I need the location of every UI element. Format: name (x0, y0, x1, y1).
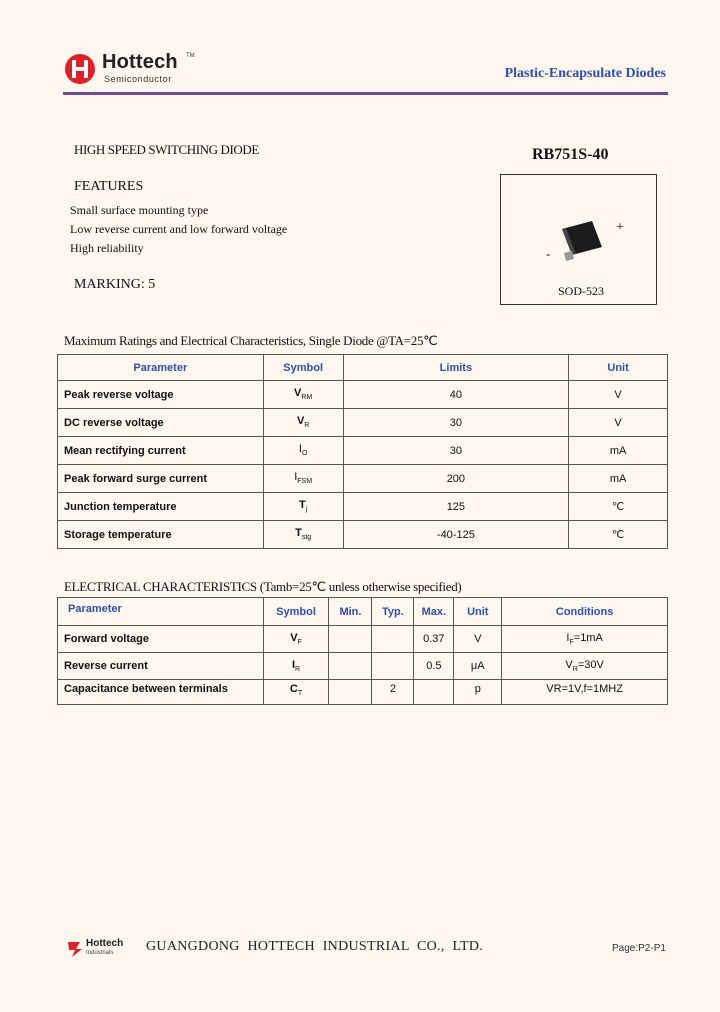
condition-cell: $V_R=30V$ (502, 653, 668, 680)
unit-cell: V (569, 409, 668, 437)
page-number: Page:P2-P1 (612, 943, 666, 954)
typ-cell: 2 (372, 680, 414, 705)
table-row (58, 381, 668, 409)
param-cell: Forward voltage (58, 626, 264, 653)
param-cell: Capacitance between terminals (58, 680, 264, 705)
table-row (58, 409, 668, 437)
column-header: Parameter (58, 598, 264, 626)
symbol-cell: $I_O$ (263, 437, 343, 465)
param-cell: Peak reverse voltage (58, 381, 264, 409)
header-divider (63, 92, 668, 95)
unit-cell: ℃ (569, 521, 668, 549)
unit-cell: ℃ (569, 493, 668, 521)
category-title: Plastic-Encapsulate Diodes (504, 66, 666, 81)
column-header: Symbol (263, 355, 343, 381)
condition-cell: VR=1V,f=1MHZ (502, 680, 668, 705)
param-cell: Mean rectifying current (58, 437, 264, 465)
feature-item: Small surface mounting type (70, 203, 209, 217)
electrical-table-title: ELECTRICAL CHARACTERISTICS (Tamb=25℃ unless otherwise specified) (64, 579, 462, 594)
max-cell: 0.5 (414, 653, 454, 680)
table-header-row (58, 355, 668, 381)
cathode-mark: - (546, 246, 551, 261)
table-row (58, 521, 668, 549)
min-cell (329, 653, 372, 680)
feature-item: High reliability (70, 241, 144, 255)
limit-cell: 30 (343, 409, 569, 437)
condition-cell: $I_F=1mA$ (502, 626, 668, 653)
max-cell (414, 680, 454, 705)
limit-cell: 125 (343, 493, 569, 521)
unit-cell: μA (454, 653, 502, 680)
column-header: Conditions (502, 598, 668, 626)
column-header: Parameter (58, 355, 264, 381)
max-cell: 0.37 (414, 626, 454, 653)
column-header: Typ. (372, 598, 414, 626)
footer-logo-sub: Industrials (86, 950, 114, 956)
param-cell: Junction temperature (58, 493, 264, 521)
param-cell: Reverse current (58, 653, 264, 680)
brand-subtitle: Semiconductor (104, 74, 172, 84)
table-header-row (58, 598, 668, 626)
ratings-table (57, 354, 668, 549)
limit-cell: -40-125 (343, 521, 569, 549)
document-title: HIGH SPEED SWITCHING DIODE (74, 142, 259, 157)
sod523-package-icon (556, 213, 608, 265)
table-row (58, 465, 668, 493)
param-cell: Peak forward surge current (58, 465, 264, 493)
column-header: Symbol (263, 598, 329, 626)
company-name: GUANGDONG HOTTECH INDUSTRIAL CO., LTD. (146, 939, 484, 954)
min-cell (329, 680, 372, 705)
column-header: Unit (569, 355, 668, 381)
table-row (58, 626, 668, 653)
typ-cell (372, 626, 414, 653)
table-row (58, 493, 668, 521)
limit-cell: 30 (343, 437, 569, 465)
symbol-cell: $C_T$ (263, 680, 329, 705)
param-cell: Storage temperature (58, 521, 264, 549)
electrical-table (57, 597, 668, 705)
footer-logo-icon (66, 940, 86, 958)
table-row (58, 680, 668, 705)
package-label: SOD-523 (558, 284, 605, 298)
unit-cell: V (569, 381, 668, 409)
part-number: RB751S-40 (532, 146, 609, 163)
unit-cell: mA (569, 437, 668, 465)
column-header: Min. (329, 598, 372, 626)
symbol-cell: $T_{stg}$ (263, 521, 343, 549)
symbol-cell: $I_{FSM}$ (263, 465, 343, 493)
hottech-logo-icon (64, 53, 96, 85)
limit-cell: 40 (343, 381, 569, 409)
limit-cell: 200 (343, 465, 569, 493)
column-header: Max. (414, 598, 454, 626)
table-row (58, 437, 668, 465)
column-header: Unit (454, 598, 502, 626)
typ-cell (372, 653, 414, 680)
symbol-cell: $I_R$ (263, 653, 329, 680)
table-row (58, 653, 668, 680)
ratings-table-title: Maximum Ratings and Electrical Characteristics, Single Diode @TA=25℃ (64, 333, 438, 348)
unit-cell: mA (569, 465, 668, 493)
features-heading: FEATURES (74, 179, 144, 194)
symbol-cell: $T_j$ (263, 493, 343, 521)
symbol-cell: $V_F$ (263, 626, 329, 653)
footer-logo-name: Hottech (86, 938, 124, 949)
anode-mark: + (616, 220, 624, 235)
brand-trademark: TM (186, 53, 195, 59)
symbol-cell: $V_{RM}$ (263, 381, 343, 409)
brand-name: Hottech (102, 51, 178, 73)
column-header: Limits (343, 355, 569, 381)
symbol-cell: $V_R$ (263, 409, 343, 437)
feature-item: Low reverse current and low forward voltage (70, 222, 288, 236)
min-cell (329, 626, 372, 653)
unit-cell: V (454, 626, 502, 653)
param-cell: DC reverse voltage (58, 409, 264, 437)
marking-code: MARKING: 5 (74, 277, 156, 292)
unit-cell: p (454, 680, 502, 705)
